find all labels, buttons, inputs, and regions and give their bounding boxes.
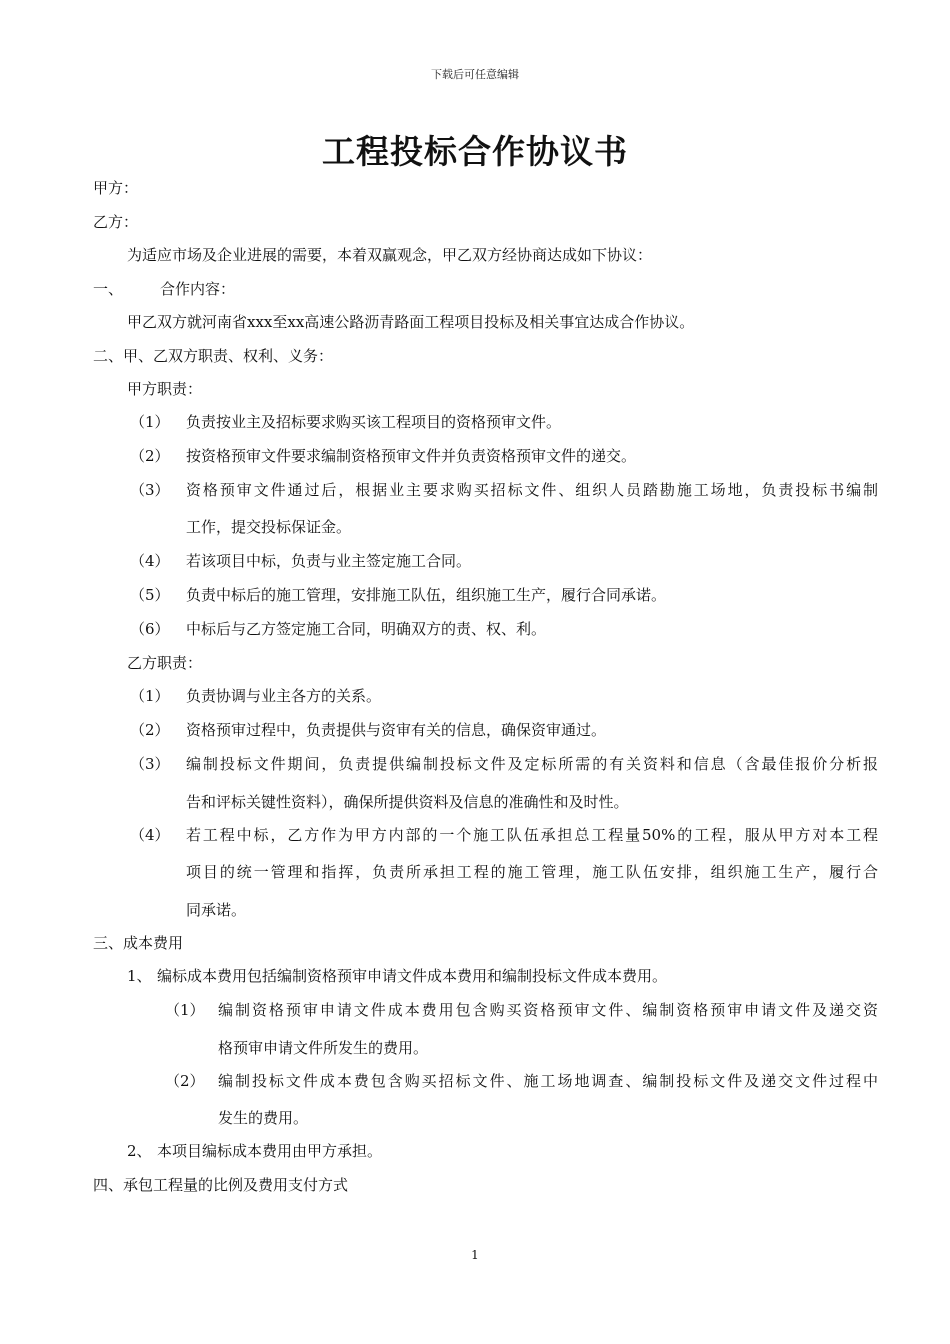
section-1-text: 甲乙双方就河南省xxx至xx高速公路沥青路面工程项目投标及相关事宜达成合作协议。 [127,313,695,331]
b-item-4-text-line-3: 同承诺。 [186,901,247,919]
s3-sub-2-text-line-1: 编制投标文件成本费包含购买招标文件、施工场地调查、编制投标文件及递交文件过程中 [218,1072,878,1090]
a-item-5-text: 负责中标后的施工管理，安排施工队伍，组织施工生产，履行合同承诺。 [186,586,667,604]
s3-p1-text: 编标成本费用包括编制资格预审申请文件成本费用和编制投标文件成本费用。 [157,967,668,985]
party-a-duties-heading: 甲方职责： [127,380,203,398]
a-item-2-text: 按资格预审文件要求编制资格预审文件并负责资格预审文件的递交。 [186,447,637,465]
s3-sub-1-text-line-1: 编制资格预审申请文件成本费用包含购买资格预审文件、编制资格预审申请文件及递交资 [218,1001,878,1019]
section-1-number: 一、 [93,280,124,298]
b-item-4-number: （4） [130,826,170,844]
page-header: 下载后可任意编辑 [431,68,519,81]
intro-paragraph: 为适应市场及企业进展的需要，本着双赢观念，甲乙双方经协商达成如下协议： [127,246,653,264]
b-item-4-text-line-1: 若工程中标，乙方作为甲方内部的一个施工队伍承担总工程量50%的工程，服从甲方对本工程 [186,826,878,844]
party-a-label: 甲方： [93,179,139,197]
party-b-duties-heading: 乙方职责： [127,654,203,672]
a-item-3-number: （3） [130,481,170,499]
s3-p1-number: 1、 [127,967,152,985]
a-item-5-number: （5） [130,586,170,604]
s3-p2-text: 本项目编标成本费用由甲方承担。 [157,1142,383,1160]
b-item-4-text-line-2: 项目的统一管理和指挥，负责所承担工程的施工管理，施工队伍安排，组织施工生产，履行合 [186,863,878,881]
a-item-2-number: （2） [130,447,170,465]
a-item-1-text: 负责按业主及招标要求购买该工程项目的资格预审文件。 [186,413,562,431]
b-item-3-number: （3） [130,755,170,773]
a-item-4-text: 若该项目中标，负责与业主签定施工合同。 [186,552,472,570]
a-item-1-number: （1） [130,413,170,431]
b-item-2-number: （2） [130,721,170,739]
b-item-1-text: 负责协调与业主各方的关系。 [186,687,382,705]
section-1-label: 合作内容： [160,280,236,298]
b-item-3-text-line-2: 告和评标关键性资料），确保所提供资料及信息的准确性和及时性。 [186,793,629,811]
s3-p2-number: 2、 [127,1142,152,1160]
a-item-6-text: 中标后与乙方签定施工合同，明确双方的责、权、利。 [186,620,547,638]
section-3-heading: 三、成本费用 [93,934,184,952]
a-item-3-text-line-2: 工作，提交投标保证金。 [186,518,352,536]
s3-sub-1-text-line-2: 格预审申请文件所发生的费用。 [218,1039,429,1057]
section-4-heading: 四、承包工程量的比例及费用支付方式 [93,1176,349,1194]
s3-sub-2-text-line-2: 发生的费用。 [218,1109,309,1127]
b-item-1-number: （1） [130,687,170,705]
b-item-2-text: 资格预审过程中，负责提供与资审有关的信息，确保资审通过。 [186,721,607,739]
page-number: 1 [471,1248,479,1262]
s3-sub-2-number: （2） [165,1072,205,1090]
document-title: 工程投标合作协议书 [322,132,628,171]
a-item-4-number: （4） [130,552,170,570]
a-item-3-text-line-1: 资格预审文件通过后，根据业主要求购买招标文件、组织人员踏勘施工场地，负责投标书编制 [186,481,878,499]
section-2-heading: 二、甲、乙双方职责、权利、义务： [93,347,334,365]
b-item-3-text-line-1: 编制投标文件期间，负责提供编制投标文件及定标所需的有关资料和信息（含最佳报价分析报 [186,755,878,773]
a-item-6-number: （6） [130,620,170,638]
party-b-label: 乙方： [93,213,139,231]
s3-sub-1-number: （1） [165,1001,205,1019]
